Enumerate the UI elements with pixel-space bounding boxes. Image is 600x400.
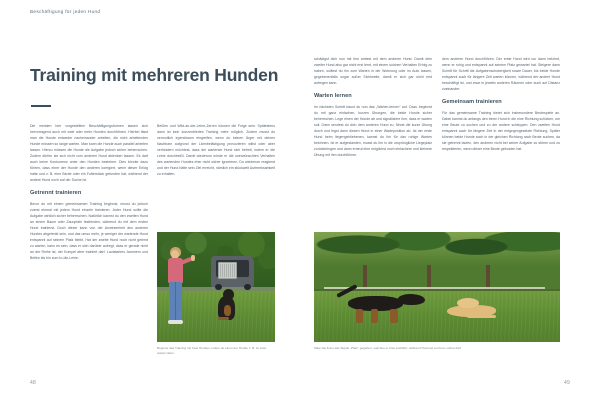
gemeinsam-trainieren-paragraph: Für das gemeinsame Training bietet sich insbesondere Beutespiele an. Dabei kannst du anfangs den einen Hund in die eine Richtung schicken, um eine Beute zu suchen und zu der andere schleppen. Den zweiten Hund entspannt auch für längere Zeit in der entgegengesetzte Richtung. Später können beide Hunde auch in der gleichen Richtung nach Beute suchen, da sie getrennt laufen, den anderen nicht bei seiner Aufgabe zu stören und zu respektieren, wenn dieser eine Beute gefunden hat. <box>442 110 560 151</box>
woman-legs <box>169 282 182 322</box>
car-wheel-front <box>215 284 222 291</box>
dog-crate <box>218 262 237 279</box>
continuation-paragraph-left: schädigst dich nun mit ihm amtest mit dem anderen Hund. Damit dein zweiter Hund also gar nicht erst lernt, mit einem solchen Verhalten Erfolg zu haben, solltest du ihn zum Warten in der Wohnung oder im Auto lassen, gegebenenfalls sogar außer Sichtweite, damit er sich gar nicht erst aufregen kann. <box>314 57 432 86</box>
heading-getrennt-trainieren: Getrennt trainieren <box>30 190 82 197</box>
black-dog-leg-rear <box>356 309 363 323</box>
black-dog-head <box>398 294 425 305</box>
photo-caption-right: Silke hat Kuco das Signal „Platz“ gegeben, welches er brav ausführt, während Hummel an Kuco vorbei darf. <box>314 346 462 350</box>
left-column-2-paragraph: Beißen und Wild-an-der-Leine-Zerren können die Folge sein. Spätestens dann ist kein konzentriertes Training mehr möglich. Zudem musst du vermutlich irgendwann eingreifen, wenn du keinen Ärger mit deinen Nachbarn aufgrund der Lärmbelästigung provozieren willst oder aber verhindern möchtest, dass der wartende Hund sich befreit, indem er die Leine durchbeißt. Damit wiederum würde er die unerwünschten Verhalten des wartenden Hundes eher nicht sicher ignorieren. Du wiederum reagierst und der Hund hätte sein Ziel erreicht, nämlich ein stückweit Aufmerksamkeit zu erhalten. <box>157 124 275 177</box>
sitting-dog-paws <box>218 317 229 320</box>
left-column-1 <box>30 123 148 265</box>
woman-shoes <box>168 320 183 324</box>
heading-warten-lernen: Warten lernen <box>314 93 352 100</box>
running-head: Beschäftigung für jeden Hund <box>30 9 101 14</box>
black-dog-leg-mid <box>371 309 378 323</box>
photo-caption-left: Beginne das Training mit zwei Hunden, indem du einen der Hunde z. B. im Auto warten lässt. <box>157 346 267 355</box>
page-title: Training mit mehreren Hunden <box>30 64 279 85</box>
right-column-2 <box>442 56 560 156</box>
photo-two-dogs-meadow <box>314 232 560 342</box>
continuation-paragraph-right: dem anderen Hund durchführen. Der erste Hund wird nur dann belohnt, wenn er ruhig und entspannt auf seinem Platz gewartet hat. Steigere dann Schritt für Schritt die Aufgabenschwierigkeit sowie Dauer, bis beide Hunde entspannt auch für längere Zeit warten können, während der andere Hund beschäftigt ist, und zwar in jeweils anderen Räumen oder auch auf Distanz zueinander. <box>442 57 560 92</box>
tree-trunk-2 <box>427 265 431 289</box>
photo-scene-left <box>157 232 275 342</box>
tree-background <box>314 232 560 289</box>
title-rule <box>31 105 51 107</box>
woman-hand <box>191 255 195 261</box>
black-dog-leg-front <box>390 309 397 323</box>
photo-training-with-car <box>157 232 275 342</box>
page-number-right: 49 <box>564 380 570 386</box>
right-column-1 <box>314 56 432 162</box>
right-page <box>300 0 600 400</box>
getrennt-trainieren-paragraph: Bevor du mit einem gemeinsamen Training beginnst, musst du jedoch zuerst einmal mit jedem Hund einzeln trainieren. Jeder Hund sollte die Aufgabe wirklich sicher beherrschen. Natürlich kannst du den zweiten Hund an einem Baum oder Zaunpfahl festbinden, während du mit dem ersten Hund trainierst. Doch dieser kann von der Anwesenheit des anderen Hundes abgelenkt sein, und das umso mehr, je weniger der wartende Hund entspannt auf seinem Platz bleibt. Hat der zweite Hund noch nicht gelernt zu warten, kann es sein, dass er sich darüber aufregt, dass er gerade nicht an der Reihe ist, der Kumpel aber trainiert darf. Lautstarkes Jammern und Bellen bis hin zum In-die-Leine- <box>30 201 148 260</box>
golden-dog-head <box>457 298 479 308</box>
warten-lernen-paragraph: Im nächsten Schritt baust du nun das „Warten-lernen“ auf. Dazu beginnst du mit ganz einfachen, kurzen Übungen, die beide Hunde sicher beherrschen. Lege einen der Hunde ab und signalisiere ihm, dass er warten soll. Dann sendest du dich dem anderen Hund zu, führst die kurze Übung durch und legst dann diesen Hund in einer Warteposition ab. Ist der erste Hund beim liegengebliebenen, kannst du ihn für das ruhige Warten belohnen. Ist er aufgestanden, musst du ihn in die ursprüngliche Liegeplatz zurückbringen und dann erneut eine möglichst noch einfachere und kleinere Übung mit ihm durchführen. <box>314 104 432 157</box>
heading-gemeinsam-trainieren: Gemeinsam trainieren <box>442 99 502 106</box>
intro-paragraph: Die meisten hier vorgestellten Beschäftigungsformen lassen sich hervorragend auch mit zwei oder mehr Hunden durchführen. Hierbei lässt man die Hunde entweder nacheinander arbeiten, die nicht arbeitenden Hunde müssen so lange warten. Man kann die Hunde auch parallel arbeiten lassen. Hierzu müssen die Hunde die Aufgabe jedoch sicher beherrschen. Zudem dürfen sie sich nicht vom anderen Hund ablenken lassen. Es darf auch keine Konkurrenz unter den Hunden bestehen. Dies könnte dazu führen, dass einer der Hunde den anderen korrigiert, wenn dieser Erfolg hatte und z. B. eine Beute oder ein Futterstück gefunden hat, während der andere Hund noch auf der Suche ist. <box>30 124 148 183</box>
golden-dog-legs <box>467 315 497 318</box>
tree-trunk-3 <box>486 265 490 289</box>
photo-scene-right <box>314 232 560 342</box>
tree-trunk-1 <box>363 265 367 289</box>
page-number-left: 48 <box>30 380 36 386</box>
sitting-dog-head <box>223 289 234 300</box>
left-column-2 <box>157 123 275 181</box>
sitting-dog-chest <box>224 305 231 316</box>
